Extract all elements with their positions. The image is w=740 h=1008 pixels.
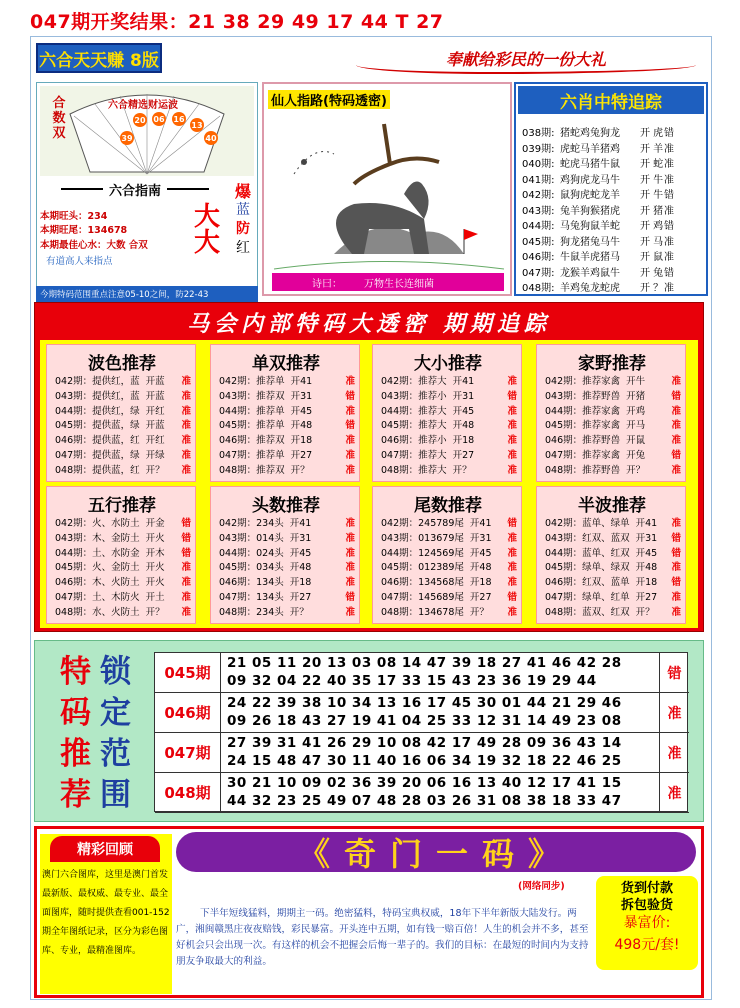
side-char: 爆 xyxy=(234,182,251,201)
lock-result: 准 xyxy=(659,733,689,772)
top-banner xyxy=(0,0,740,40)
side-char: 防 xyxy=(236,221,250,237)
lock-row xyxy=(155,773,689,813)
fan-ball: 39 xyxy=(120,131,134,145)
lock-result: 错 xyxy=(659,653,689,692)
poem-bar xyxy=(272,273,504,291)
tip-row: 043期：推荐野兽 开猪 错 xyxy=(545,390,681,402)
tip-row: 043期：木、金防土 开火 错 xyxy=(55,532,191,544)
tip-row: 045期：推荐家禽 开马 准 xyxy=(545,420,681,432)
tip-row: 043期：红双、蓝双 开31 错 xyxy=(545,532,681,544)
qimen-title: 《奇门一码》 xyxy=(176,832,696,872)
tip-row: 043期：014头 开31 准 xyxy=(219,532,355,544)
fan-ball: 06 xyxy=(152,112,166,126)
tip-row: 046期：推荐野兽 开鼠 准 xyxy=(545,435,681,447)
lock-period: 047期 xyxy=(155,733,221,772)
tip-box-title: 头数推荐 xyxy=(252,496,320,516)
tip-row: 047期：145689尾 开27 错 xyxy=(381,591,517,603)
tip-row: 047期：推荐家禽 开兔 错 xyxy=(545,449,681,461)
price-label: 暴富价: xyxy=(623,915,671,931)
tip-row: 043期：提供红，蓝 开蓝 准 xyxy=(55,390,191,402)
tip-row: 043期：推荐小 开31 错 xyxy=(381,390,517,402)
guide-line: 本期最佳心水：大数 合双 xyxy=(40,240,148,251)
tip-box xyxy=(536,486,686,624)
lock-label-left: 特 码 推 荐 xyxy=(60,654,91,813)
tip-box xyxy=(210,344,360,482)
tip-box-title: 尾数推荐 xyxy=(414,496,482,516)
tip-box-title: 大小推荐 xyxy=(414,354,482,374)
tip-box xyxy=(372,486,522,624)
tip-row: 045期：推荐单 开48 错 xyxy=(219,420,355,432)
fan-ball: 40 xyxy=(204,131,218,145)
guide-line: 本期旺尾：134678 xyxy=(40,225,128,236)
tip-box xyxy=(46,486,196,624)
tip-row: 048期：提供蓝，红 开？ 准 xyxy=(55,464,191,476)
tip-row: 046期：红双、蓝单 开18 错 xyxy=(545,577,681,589)
horse-illustration-icon xyxy=(264,104,510,294)
tip-row: 047期：134头 开27 错 xyxy=(219,591,355,603)
lock-period: 046期 xyxy=(155,693,221,732)
inside-tips-header: 马会内部特码大透密 期期追踪 xyxy=(187,310,551,337)
tip-row: 042期：推荐单 开41 准 xyxy=(219,376,355,387)
lock-row xyxy=(155,733,689,773)
tip-row: 045期：提供蓝，绿 开蓝 准 xyxy=(55,420,191,432)
big-label: 大大 xyxy=(193,202,220,258)
lock-numbers: 09 26 18 43 27 19 41 04 25 33 12 31 14 49 23 08 xyxy=(227,713,622,729)
tip-row: 048期：水、火防土 开？ 准 xyxy=(55,606,191,618)
poem-text: 万物生长连细菌 xyxy=(364,278,434,290)
tip-row: 048期：蓝双、红双 开？ 准 xyxy=(545,606,681,618)
tip-row: 048期：134678尾 开？ 准 xyxy=(381,606,517,618)
tip-row: 048期：234头 开？ 准 xyxy=(219,606,355,618)
zodiac-row: 046期: 牛鼠羊虎猪马 开 鼠 准 xyxy=(522,252,674,263)
brand-title: 六合天天赚 8版 xyxy=(36,43,162,73)
fan-title: 六合精选财运波 xyxy=(108,100,178,111)
zodiac-row: 043期: 兔羊狗猴猪虎 开 猪 准 xyxy=(522,205,674,217)
tip-row: 047期：绿单、红单 开27 准 xyxy=(545,591,681,603)
tip-row: 048期：推荐双 开？ 准 xyxy=(219,464,355,476)
tip-row: 044期：024头 开45 准 xyxy=(219,547,355,559)
tip-row: 046期：推荐双 开18 准 xyxy=(219,435,355,447)
tip-row: 044期：推荐大 开45 准 xyxy=(381,405,517,417)
lock-numbers: 09 32 04 22 40 35 17 33 15 43 23 36 19 29 44 xyxy=(227,673,597,689)
lock-numbers: 27 39 31 41 26 29 10 08 42 17 49 28 09 36 43 14 xyxy=(227,735,622,751)
tip-box-title: 家野推荐 xyxy=(578,354,646,374)
lock-numbers: 21 05 11 20 13 03 08 14 47 39 18 27 41 46 42 28 xyxy=(227,655,622,671)
lock-range-table xyxy=(154,652,688,812)
tip-row: 044期：土、水防金 开木 错 xyxy=(55,547,191,559)
zodiac-row: 045期: 狗龙猪兔马牛 开 马 准 xyxy=(522,236,674,248)
recap-title: 精彩回顾 xyxy=(50,836,160,862)
tip-box xyxy=(536,344,686,482)
tip-row: 045期：034头 开48 准 xyxy=(219,562,355,574)
hesu-label: 合数双 xyxy=(52,96,66,141)
tip-box-title: 五行推荐 xyxy=(88,496,156,516)
zodiac-row: 044期: 马兔狗鼠羊蛇 开 鸡 错 xyxy=(522,221,674,232)
zodiac-row: 042期: 鼠狗虎蛇龙羊 开 牛 错 xyxy=(522,190,674,201)
tip-row: 046期：木、火防土 开火 准 xyxy=(55,577,191,589)
tip-row: 044期：推荐单 开45 准 xyxy=(219,405,355,417)
tip-row: 042期：234头 开41 准 xyxy=(219,518,355,529)
tip-row: 045期：绿单、绿双 开48 准 xyxy=(545,562,681,574)
ad-description: 下半年短线猛料，期期主一码。绝密猛料，特码宝典权威，18年下半年新版大陆发行。两广，湘闽赣黑庄夜夜赔钱，彩民暴富。开头连中五期，如有钱一赔百倍！人生的机会并不多，甚至好机会只会出现一次。有这样的机会不把握会后悔一辈子的。我们的目标：在最短的时间内为支持朋友争取最大的利益。 xyxy=(176,908,589,967)
tip-row: 047期：提供蓝，绿 开绿 准 xyxy=(55,449,191,461)
tip-row: 045期：012389尾 开48 准 xyxy=(381,562,517,574)
lock-numbers: 44 32 23 25 49 07 48 28 03 26 31 08 38 18 33 47 xyxy=(227,793,622,809)
price-block xyxy=(596,912,698,956)
fan-ball: 16 xyxy=(172,112,186,126)
tip-row: 044期：124569尾 开45 准 xyxy=(381,547,517,559)
price-value: 498元/套! xyxy=(614,937,680,953)
tip-row: 042期：提供红，蓝 开蓝 准 xyxy=(55,376,191,387)
tip-box-title: 波色推荐 xyxy=(88,354,156,374)
lock-period: 048期 xyxy=(155,773,221,812)
zodiac-row: 038期: 猪蛇鸡兔狗龙 开 虎 错 xyxy=(522,128,674,139)
tip-row: 044期：提供红，绿 开红 准 xyxy=(55,405,191,417)
lock-numbers: 24 22 39 38 10 34 13 16 17 45 30 01 44 21 29 46 xyxy=(227,695,622,711)
gift-slogan: 奉献给彩民的一份大礼 xyxy=(356,44,696,74)
guide-line: 有道高人来指点 xyxy=(46,256,113,267)
tip-row: 042期：245789尾 开41 错 xyxy=(381,518,517,529)
side-char: 红 xyxy=(236,240,250,256)
zodiac-row: 039期: 虎蛇马羊猪鸡 开 羊 准 xyxy=(522,143,674,155)
fan-ball: 13 xyxy=(190,118,204,132)
lock-row xyxy=(155,693,689,733)
guide-heading: 六合指南 xyxy=(40,180,230,198)
tip-row: 042期：推荐大 开41 准 xyxy=(381,376,517,387)
lock-numbers: 30 21 10 09 02 36 39 20 06 16 13 40 12 17 41 15 xyxy=(227,775,622,791)
lock-label-right: 锁 定 范 围 xyxy=(100,654,131,813)
tip-row: 047期：推荐单 开27 准 xyxy=(219,449,355,461)
lock-result: 准 xyxy=(659,773,689,812)
zodiac-row: 040期: 蛇虎马猪牛鼠 开 蛇 准 xyxy=(522,159,674,170)
tip-row: 046期：提供蓝，红 开红 准 xyxy=(55,435,191,447)
tip-row: 046期：134568尾 开18 准 xyxy=(381,577,517,589)
side-column xyxy=(232,182,254,258)
lock-numbers: 24 15 48 47 30 11 40 16 06 34 19 32 18 22 46 25 xyxy=(227,753,622,769)
range-footnote: 今期特码范围重点注意05-10之间，防22-43 xyxy=(36,286,258,302)
tip-row: 047期：推荐大 开27 准 xyxy=(381,449,517,461)
tip-row: 046期：推荐小 开18 准 xyxy=(381,435,517,447)
six-zodiac-title: 六肖中特追踪 xyxy=(518,86,704,114)
tip-row: 047期：土、木防火 开土 准 xyxy=(55,591,191,603)
tip-row: 044期：推荐家禽 开鸡 准 xyxy=(545,405,681,417)
tip-row: 045期：火、金防土 开火 准 xyxy=(55,562,191,574)
recap-text: 澳门六合图库，这里是澳门首发最新版、最权威、最专业、最全面图库，随时提供查看001-152期全年图纸记录，区分为彩色图库、专业，最精准图库。 xyxy=(42,870,170,956)
pointer-title: 仙人指路(特码透密) xyxy=(268,90,390,109)
tip-row: 042期：火、水防土 开金 错 xyxy=(55,518,191,529)
net-sync-label: (网络同步) xyxy=(518,881,565,892)
lock-result: 准 xyxy=(659,693,689,732)
zodiac-row: 047期: 龙猴羊鸡鼠牛 开 兔 错 xyxy=(522,267,674,279)
tip-row: 045期：推荐大 开48 准 xyxy=(381,420,517,432)
tip-box xyxy=(372,344,522,482)
tip-row: 042期：蓝单、绿单 开41 准 xyxy=(545,518,681,529)
tip-row: 044期：蓝单、红双 开45 错 xyxy=(545,547,681,559)
fan-ball: 20 xyxy=(133,113,147,127)
tip-box xyxy=(46,344,196,482)
pointer-card xyxy=(262,82,512,296)
tip-box-title: 单双推荐 xyxy=(252,354,320,374)
tip-box-title: 半波推荐 xyxy=(578,496,646,516)
lock-period: 045期 xyxy=(155,653,221,692)
cod-lines: 货到付款 拆包验货 xyxy=(620,881,673,913)
tip-row: 042期：推荐家禽 开牛 准 xyxy=(545,376,681,387)
zodiac-row: 048期: 羊鸡兔龙蛇虎 开 ？ 准 xyxy=(522,283,674,294)
draw-result: 047期开奖结果：21 38 29 49 17 44 T 27 xyxy=(30,10,444,33)
zodiac-row: 041期: 鸡狗虎龙马牛 开 牛 准 xyxy=(522,174,674,186)
side-char: 蓝 xyxy=(236,202,250,218)
tip-row: 046期：134头 开18 准 xyxy=(219,577,355,589)
tip-row: 043期：推荐双 开31 错 xyxy=(219,390,355,402)
tip-box xyxy=(210,486,360,624)
tip-row: 043期：013679尾 开31 准 xyxy=(381,532,517,544)
lock-row xyxy=(155,653,689,693)
guide-line: 本期旺头：234 xyxy=(40,211,108,222)
tip-row: 048期：推荐大 开？ 准 xyxy=(381,464,517,476)
tip-row: 048期：推荐野兽 开？ 准 xyxy=(545,464,681,476)
poem-label: 诗曰： xyxy=(312,278,342,290)
six-zodiac-list xyxy=(522,126,702,297)
